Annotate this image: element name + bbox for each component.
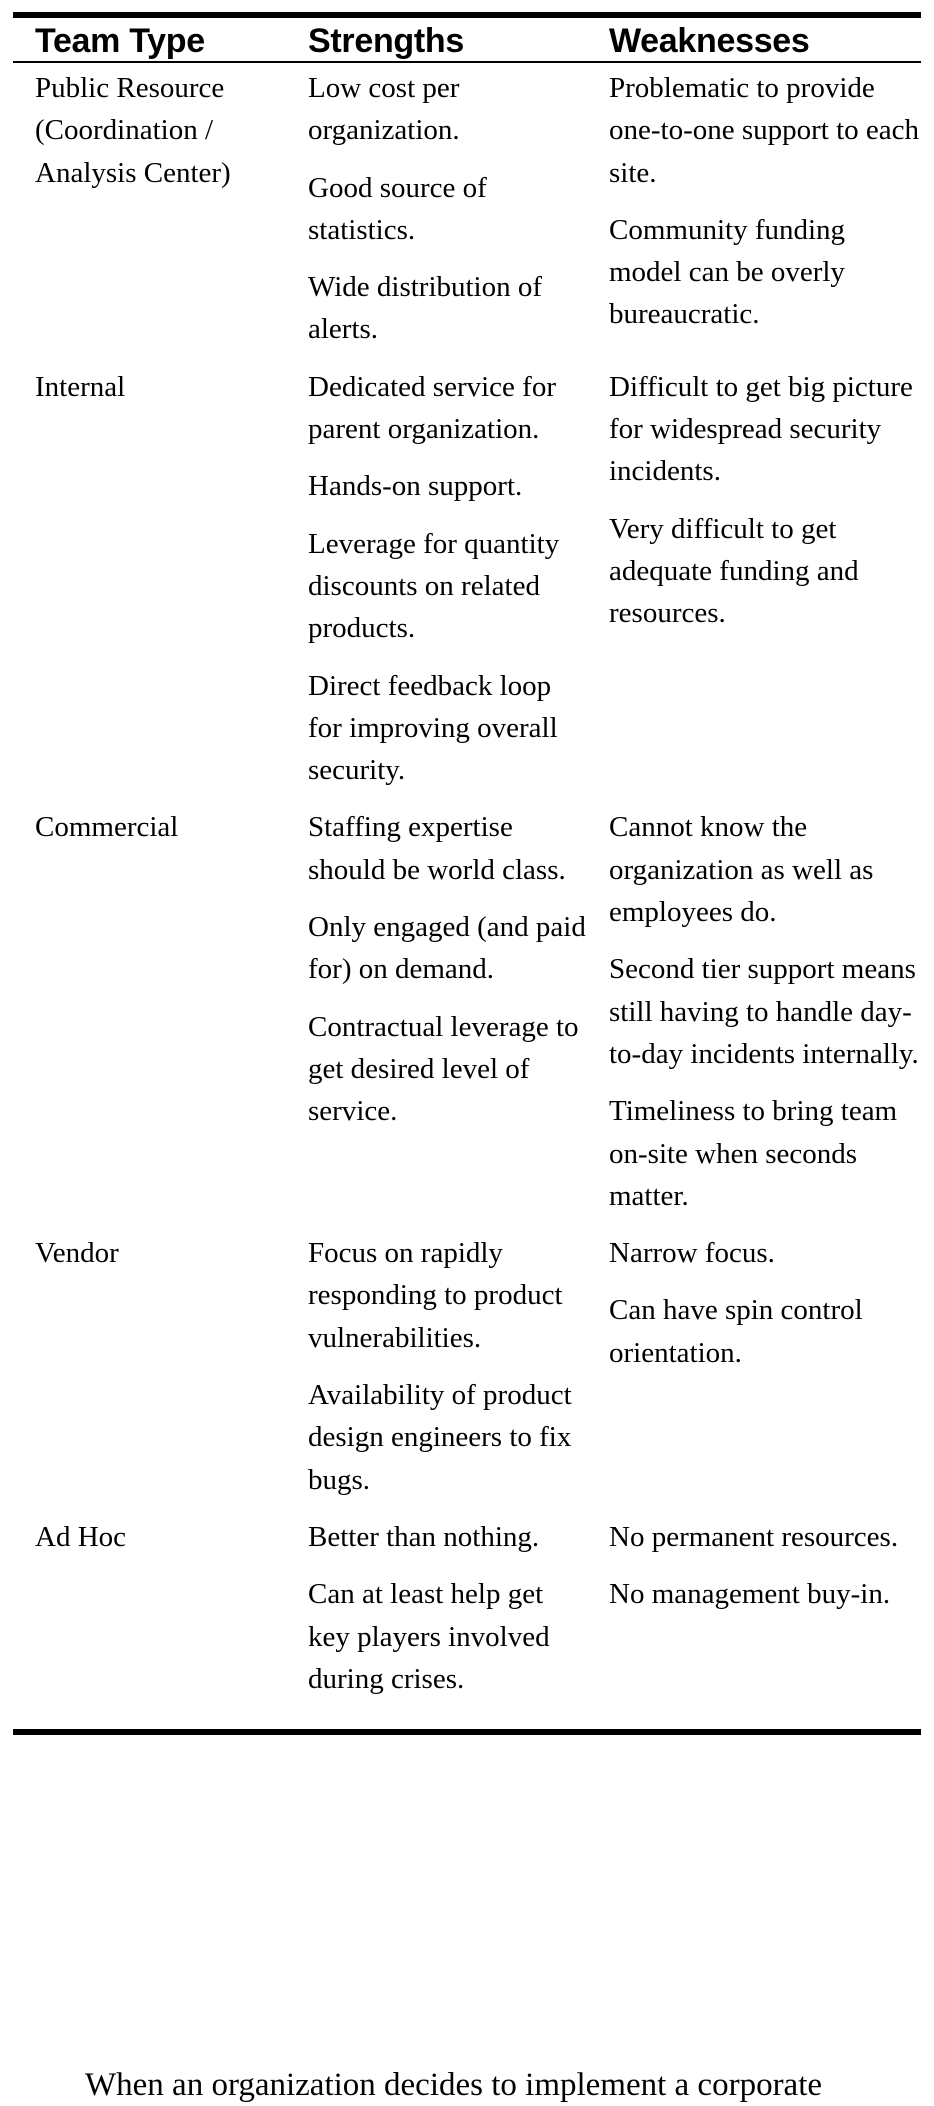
team-type-label: Internal: [35, 370, 126, 403]
weakness-item: Timeliness to bring team on-site when seconds matter.: [609, 1095, 898, 1212]
weakness-item: Cannot know the organization as well as employees do.: [609, 811, 874, 929]
table-body: [13, 63, 921, 1729]
weaknesses-cell: [587, 1516, 921, 1715]
strength-item: Availability of product design engineers to fix bugs.: [308, 1379, 572, 1496]
team-type-label: Public Resource: [35, 72, 225, 104]
strength-item: Good source of statistics.: [308, 171, 487, 246]
strength-item: Contractual leverage to get desired level of service.: [308, 1010, 579, 1128]
table-row: [13, 67, 921, 366]
weakness-item: Second tier support means still having to handle day-to-day incidents internally.: [609, 953, 919, 1070]
strength-item: Staffing expertise should be world class.: [308, 811, 566, 886]
strength-item: Wide distribution of alerts.: [308, 271, 543, 346]
strength-item: Better than nothing.: [308, 1520, 540, 1553]
body-paragraph: When an organization decides to implement a corporate: [85, 2067, 823, 2103]
strength-item: Hands-on support.: [308, 470, 523, 503]
table-header-row: [13, 18, 921, 61]
team-type-label: Ad Hoc: [35, 1520, 127, 1553]
weakness-item: Community funding model can be overly bureaucratic.: [609, 213, 846, 331]
strengths-cell: [286, 67, 587, 366]
strengths-cell: [286, 1232, 587, 1516]
weakness-item: Narrow focus.: [609, 1237, 775, 1270]
strengths-cell: [286, 366, 587, 807]
table-row: [13, 1516, 921, 1715]
strength-item: Can at least help get key players involved during crises.: [308, 1578, 550, 1695]
weakness-item: No management buy-in.: [609, 1578, 891, 1611]
strength-item: Dedicated service for parent organization.: [308, 370, 556, 446]
team-type-label: Vendor: [35, 1237, 119, 1270]
header-team-type: Team Type: [35, 22, 205, 60]
team-type-cell: [13, 1516, 286, 1715]
weaknesses-cell: [587, 1232, 921, 1516]
strength-item: Only engaged (and paid for) on demand.: [308, 911, 586, 986]
team-types-table: [13, 12, 921, 1735]
strengths-cell: [286, 806, 587, 1232]
team-type-cell: [13, 67, 286, 366]
strengths-cell: [286, 1516, 587, 1715]
strength-item: Direct feedback loop for improving overall security.: [308, 669, 558, 787]
header-weaknesses: Weaknesses: [609, 22, 810, 60]
team-type-sublabel: (Coordination / Analysis Center): [35, 114, 231, 189]
table-row: [13, 1232, 921, 1516]
strength-item: Leverage for quantity discounts on related products.: [308, 527, 560, 645]
weakness-item: Can have spin control orientation.: [609, 1294, 863, 1369]
weaknesses-cell: [587, 806, 921, 1232]
header-strengths: Strengths: [308, 22, 464, 60]
table-bottom-rule: [13, 1729, 921, 1735]
strength-item: Low cost per organization.: [308, 72, 460, 147]
weaknesses-cell: [587, 366, 921, 807]
table-row: [13, 806, 921, 1232]
weakness-item: Problematic to provide one-to-one support to each site.: [609, 72, 920, 189]
team-type-label: Commercial: [35, 811, 179, 844]
team-type-cell: [13, 806, 286, 1232]
weakness-item: No permanent resources.: [609, 1520, 899, 1553]
weakness-item: Difficult to get big picture for widespread security incidents.: [609, 370, 913, 488]
team-type-cell: [13, 366, 286, 807]
strength-item: Focus on rapidly responding to product vulnerabilities.: [308, 1237, 563, 1354]
team-type-cell: [13, 1232, 286, 1516]
weaknesses-cell: [587, 67, 921, 366]
weakness-item: Very difficult to get adequate funding and resources.: [609, 512, 859, 630]
table-row: [13, 366, 921, 807]
